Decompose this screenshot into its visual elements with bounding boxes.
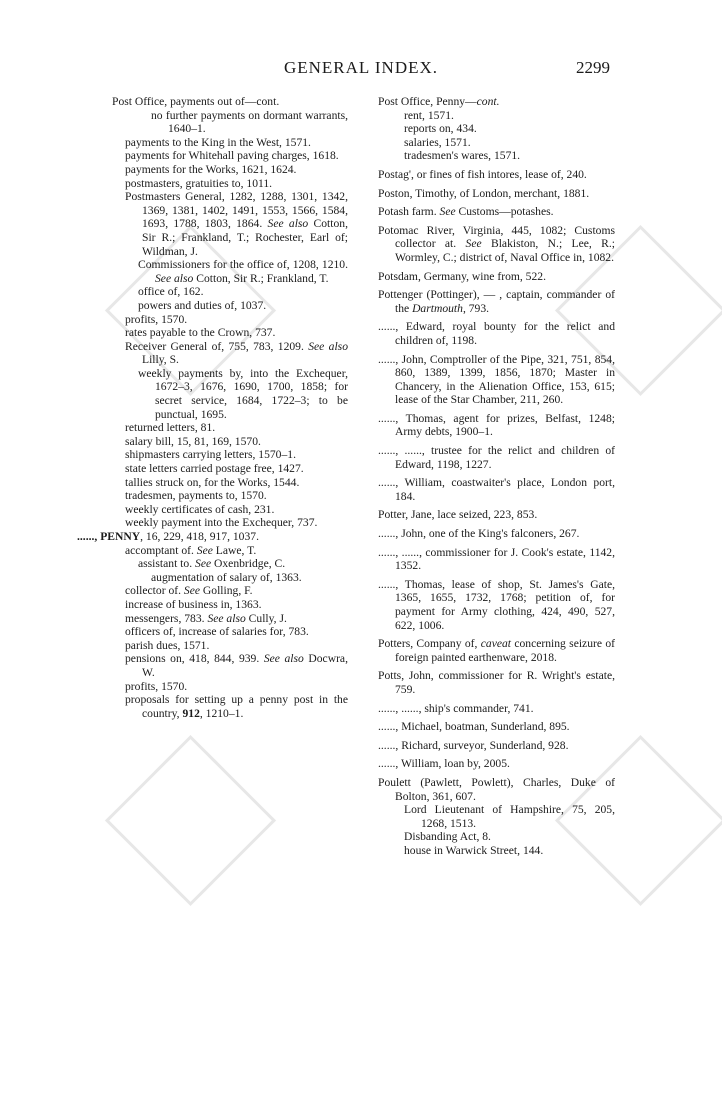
index-entry: ......, William, loan by, 2005. bbox=[378, 757, 510, 771]
index-entry: tradesmen's wares, 1571. bbox=[404, 149, 521, 163]
index-entry: Poston, Timothy, of London, merchant, 1881. bbox=[378, 186, 590, 200]
index-entry: payments for Whitehall paving charges, 1618. bbox=[125, 149, 339, 163]
index-entry: pensions on, 418, 844, 939. See also Docwra, W. bbox=[125, 652, 348, 679]
index-entry: ......, John, Comptroller of the Pipe, 321, 751, 854, 860, 1389, 1399, 1856, 1870; Master in Chancery, in the Alienation Office, 153, 615; lease of the Star Chamber, 211, 260. bbox=[378, 352, 615, 407]
index-entry: rates payable to the Crown, 737. bbox=[125, 326, 276, 340]
index-entry: tallies struck on, for the Works, 1544. bbox=[125, 475, 300, 489]
index-entry: ......, PENNY, 16, 229, 418, 917, 1037. bbox=[77, 530, 259, 543]
index-entry: Post Office, Penny—cont. bbox=[378, 95, 500, 108]
index-entry: payments for the Works, 1621, 1624. bbox=[125, 162, 297, 176]
index-entry: collector of. See Golling, F. bbox=[125, 584, 253, 598]
index-entry: Potash farm. See Customs—potashes. bbox=[378, 205, 554, 219]
index-entry: increase of business in, 1363. bbox=[125, 597, 262, 611]
index-column-left bbox=[77, 95, 348, 720]
index-entry: salaries, 1571. bbox=[404, 135, 471, 149]
running-title: GENERAL INDEX. bbox=[283, 58, 439, 77]
index-entry: house in Warwick Street, 144. bbox=[404, 843, 544, 857]
index-entry: ......, Thomas, agent for prizes, Belfast, 1248; Army debts, 1900–1. bbox=[378, 411, 615, 439]
watermark bbox=[105, 735, 276, 906]
index-entry: returned letters, 81. bbox=[125, 421, 216, 435]
index-entry: salary bill, 15, 81, 169, 1570. bbox=[125, 434, 261, 448]
index-entry: Poulett (Pawlett, Powlett), Charles, Duke of Bolton, 361, 607. bbox=[378, 775, 615, 803]
index-entry: Potter, Jane, lace seized, 223, 853. bbox=[378, 508, 538, 522]
index-entry: ......, William, coastwaiter's place, London port, 184. bbox=[378, 476, 615, 503]
index-entry: accomptant of. See Lawe, T. bbox=[125, 543, 257, 557]
index-entry: Commissioners for the office of, 1208, 1210. See also Cotton, Sir R.; Frankland, T. bbox=[138, 258, 348, 285]
index-entry: tradesmen, payments to, 1570. bbox=[125, 489, 267, 503]
index-entry: Lord Lieutenant of Hampshire, 75, 205, 1268, 1513. bbox=[404, 803, 615, 830]
index-entry: ......, Richard, surveyor, Sunderland, 928. bbox=[378, 738, 569, 752]
index-entry: assistant to. See Oxenbridge, C. bbox=[138, 557, 286, 571]
index-entry: messengers, 783. See also Cully, J. bbox=[125, 611, 287, 625]
index-entry: ......, John, one of the King's falconers, 267. bbox=[378, 527, 580, 541]
index-entry: proposals for setting up a penny post in the country, 912, 1210–1. bbox=[125, 693, 348, 720]
index-column-right bbox=[378, 95, 615, 858]
index-entry: profits, 1570. bbox=[125, 679, 188, 693]
index-entry: powers and duties of, 1037. bbox=[138, 298, 267, 312]
index-entry: Postmasters General, 1282, 1288, 1301, 1342, 1369, 1381, 1402, 1491, 1553, 1566, 1584, 1693, 1788, 1803, 1864. See also Cotton, Sir R.; Frankland, T.; Rochester, Earl of; Wildman, J. bbox=[125, 190, 348, 258]
index-entry: reports on, 434. bbox=[404, 122, 477, 136]
index-entry: Potts, John, commissioner for R. Wright's estate, 759. bbox=[378, 669, 615, 696]
index-entry: ......, Thomas, lease of shop, St. James's Gate, 1365, 1655, 1732, 1768; petition of, for payment for Army clothing, 424, 490, 527, 622, 1006. bbox=[378, 577, 615, 632]
index-entry: Post Office, payments out of—cont. bbox=[112, 95, 280, 108]
page-number: 2299 bbox=[576, 58, 610, 77]
index-entry: Postag', or fines of fish intores, lease of, 240. bbox=[378, 167, 587, 181]
index-entry: weekly payments by, into the Exchequer, 1672–3, 1676, 1690, 1700, 1858; for secret service, 1684, 1722–3; to be punctual, 1695. bbox=[138, 366, 348, 421]
index-entry: state letters carried postage free, 1427. bbox=[125, 462, 304, 476]
index-entry: Pottenger (Pottinger), — , captain, commander of the Dartmouth, 793. bbox=[378, 288, 615, 315]
index-entry: profits, 1570. bbox=[125, 312, 188, 326]
index-entry: Potters, Company of, caveat concerning seizure of foreign painted earthenware, 2018. bbox=[378, 637, 615, 664]
index-entry: parish dues, 1571. bbox=[125, 638, 210, 652]
index-entry: augmentation of salary of, 1363. bbox=[151, 570, 302, 584]
index-entry: shipmasters carrying letters, 1570–1. bbox=[125, 448, 296, 462]
index-entry: rent, 1571. bbox=[404, 108, 454, 122]
index-entry: ......, ......, commissioner for J. Cook's estate, 1142, 1352. bbox=[378, 545, 615, 573]
index-entry: ......, Michael, boatman, Sunderland, 895. bbox=[378, 720, 570, 734]
index-entry: weekly payment into the Exchequer, 737. bbox=[125, 516, 318, 530]
index-entry: Potsdam, Germany, wine from, 522. bbox=[378, 269, 546, 283]
index-entry: no further payments on dormant warrants, 1640–1. bbox=[151, 108, 348, 136]
index-entry: ......, ......, trustee for the relict and children of Edward, 1198, 1227. bbox=[378, 444, 615, 471]
index-entry: Potomac River, Virginia, 445, 1082; Customs collector at. See Blakiston, N.; Lee, R.; Wormley, C.; district of, Naval Office in, 1082. bbox=[378, 223, 615, 264]
index-entry: ......, Edward, royal bounty for the relict and children of, 1198. bbox=[378, 320, 615, 347]
index-entry: ......, ......, ship's commander, 741. bbox=[378, 701, 534, 715]
index-entry: payments to the King in the West, 1571. bbox=[125, 135, 311, 149]
index-entry: Disbanding Act, 8. bbox=[404, 830, 491, 844]
index-entry: postmasters, gratuities to, 1011. bbox=[125, 176, 273, 190]
index-entry: office of, 162. bbox=[138, 285, 204, 299]
index-entry: Receiver General of, 755, 783, 1209. See also Lilly, S. bbox=[125, 339, 348, 367]
index-entry: weekly certificates of cash, 231. bbox=[125, 502, 275, 516]
index-entry: officers of, increase of salaries for, 783. bbox=[125, 625, 309, 639]
